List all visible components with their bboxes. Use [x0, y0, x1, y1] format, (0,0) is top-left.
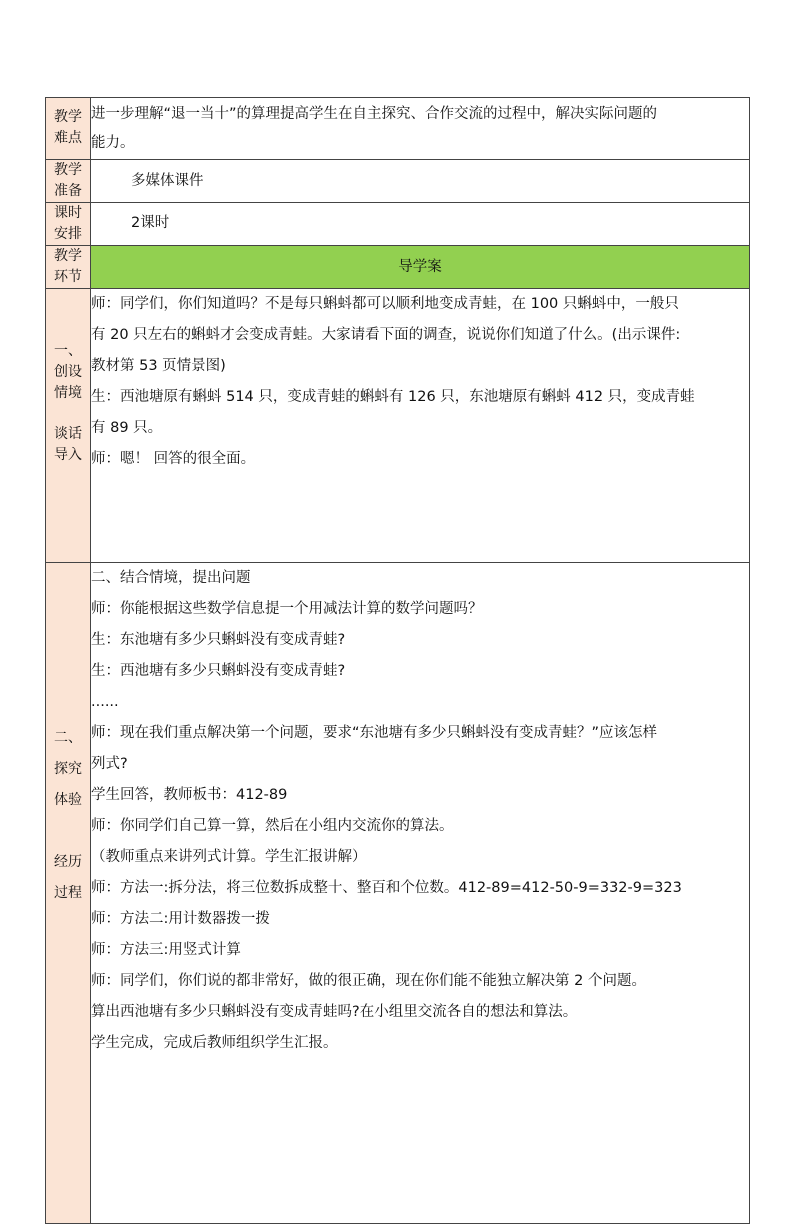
label-teaching-stage: 教学 环节 [46, 246, 91, 289]
content-section-two: 二、结合情境，提出问题 师：你能根据这些数学信息提一个用减法计算的数学问题吗？ 生：东池塘有多少只蝌蚪没有变成青蛙? 生：西池塘有多少只蝌蚪没有变成青蛙? ...... 师：现在我们重点解决第一个问题，要求“东池塘有多少只蝌蚪没有变成青蛙？”应该怎样 列式? 学生回答，教师板书：412-89 师：你同学们自己算一算，然后在小组内交流你的算法。 （教师重点来讲列式计算。学生汇报讲解） 师：方法一:拆分法，将三位数拆成整十、整百和个位数。412-89=412-50-9=332-9=323 师：方法二:用计数器拨一拨 师：方法三:用竖式计算 师：同学们，你们说的都非常好，做的很正确，现在你们能不能独立解决第 2 个问题。 算出西池塘有多少只蝌蚪没有变成青蛙吗?在小组里交流各自的想法和算法。 学生完成，完成后教师组织学生汇报。 [91, 563, 750, 1224]
row-section-one [46, 289, 750, 563]
label-teaching-preparation: 教学 准备 [46, 160, 91, 203]
row-section-two [46, 563, 750, 1224]
label-section-one: 一、 创设 情境 谈话 导入 [46, 289, 91, 563]
stage-header-guide: 导学案 [91, 246, 750, 289]
content-section-one: 师：同学们，你们知道吗？不是每只蝌蚪都可以顺利地变成青蛙，在 100 只蝌蚪中，一般只 有 20 只左右的蝌蚪才会变成青蛙。大家请看下面的调查，说说你们知道了什么。(出示课件: 教材第 53 页情景图) 生：西池塘原有蝌蚪 514 只，变成青蛙的蝌蚪有 126 只，东池塘原有蝌蚪 412 只，变成青蛙 有 89 只。 师：嗯！ 回答的很全面。 [91, 289, 750, 563]
row-teaching-stage [46, 246, 750, 289]
row-teaching-difficulty [46, 98, 750, 160]
lesson-plan-table [45, 97, 750, 1224]
content-teaching-difficulty: 进一步理解“退一当十”的算理提高学生在自主探究、合作交流的过程中，解决实际问题的 能力。 [91, 98, 750, 160]
row-teaching-preparation [46, 160, 750, 203]
label-teaching-difficulty: 教学 难点 [46, 98, 91, 160]
row-class-hours [46, 203, 750, 246]
label-class-hours: 课时 安排 [46, 203, 91, 246]
content-class-hours: 2课时 [91, 203, 750, 246]
content-teaching-preparation: 多媒体课件 [91, 160, 750, 203]
label-section-two: 二、 探究 体验 经历 过程 [46, 563, 91, 1224]
